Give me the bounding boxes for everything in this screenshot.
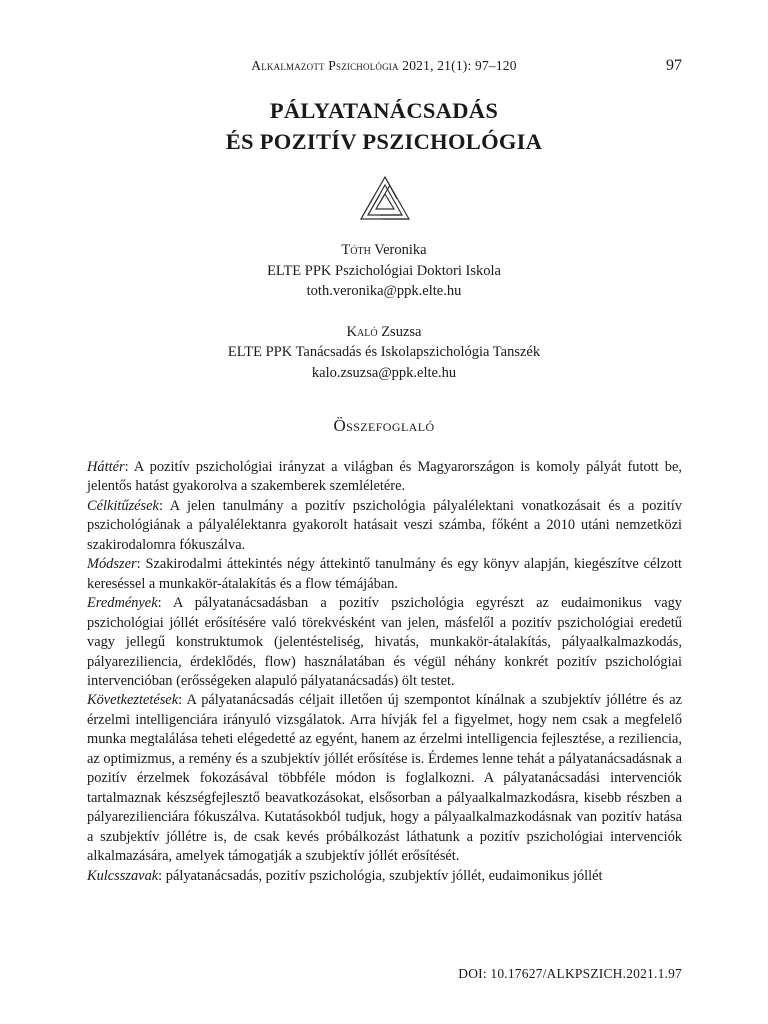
abstract-section [87,867,682,886]
section-text: : Szakirodalmi áttekintés négy áttekintő tanulmány és egy könyv alapján, kiegészítve célzott kereséssel a munkakör-átalakítás és a flow témájában. [87,556,682,592]
abstract-section [87,458,682,497]
author-affiliation: ELTE PPK Tanácsadás és Iskolapszichológia Tanszék [227,344,541,360]
title-line-1: PÁLYATANÁCSADÁS [269,98,499,123]
section-text: : A pályatanácsadás céljait illetően új szempontot kínálnak a szubjektív jóllétre és az érzelmi intelligenciára irányuló vizsgálatok. Arra hívják fel a figyelmet, hogy nem csak a megfelelő munka megtalálása teheti elégedetté az egyént, hanem az érzelmi intelligencia fejlesztése, a reziliencia, az optimizmus, a remény és a szubjektív jóllét erősítése is. Érdemes lenne tehát a pályatanácsadásnak a pozitív érzelmek fokozásával többféle módon is foglalkozni. A pályatanácsadási intervenciók tartalmaznak készségfejlesztő beavatkozásokat, elsősorban a pályaalkalmazkodásra, kisebb részben a pályarezilienciára fókuszálva. Kutatásokból tudjuk, hogy a pályaalkalmazkodásnak van pozitív hatása a szubjektív jóllétre is, de csak kevés próbálkozást láthatunk a pozitív pszichológiai intervenciók alkalmazására, amelyek támogatják a szubjektív jóllét erősítését. [87,692,682,865]
section-label: Célkitűzések [87,497,159,514]
author-given-name: Zsuzsa [377,323,422,340]
doi-link[interactable]: DOI: 10.17627/ALKPSZICH.2021.1.97 [458,966,682,981]
author-name [0,322,768,343]
section-text: : A jelen tanulmány a pozitív pszichológia pályalélektani vonatkozásait és a pozitív pszichológiának a pályalélektanra gyakorolt hatásait veszi számba, főként a 2010 utáni nemzetközi szakirodalomra fókuszálva. [87,497,682,553]
section-label: Háttér [87,459,125,475]
title-line-2: ÉS POZITÍV PSZICHOLÓGIA [225,129,543,154]
section-label: Módszer [87,556,137,573]
abstract-heading: Összefoglaló [333,416,435,435]
abstract-body [87,458,682,886]
author-surname: Tóth [341,242,371,258]
paper-title [0,95,768,157]
author-affiliation: ELTE PPK Pszichológiai Doktori Iskola [267,262,501,279]
section-text: : pályatanácsadás, pozitív pszichológia, szubjektív jóllét, eudaimonikus jóllét [158,867,603,884]
author-block [0,322,768,384]
abstract-section [87,497,682,555]
author-surname: Kaló [346,323,378,340]
journal-name: Alkalmazott Pszichológia [251,58,399,73]
journal-details: 2021, 21(1): 97–120 [398,58,517,73]
author-given-name: Veronika [370,242,427,258]
author-block [0,240,768,302]
abstract-section [87,555,682,594]
running-head [0,58,768,74]
author-email[interactable]: kalo.zsuzsa@ppk.elte.hu [311,364,457,381]
section-label: Kulcsszavak [87,867,159,884]
section-label: Következtetések [87,692,179,709]
author-name [0,240,768,261]
page-number: 97 [666,57,682,74]
abstract-section [87,691,682,866]
section-text: : A pozitív pszichológiai irányzat a világban és Magyarországon is komoly pályát futott be, jelentős hatást gyakorolva a szakemberek szemléletére. [87,459,682,495]
section-text: : A pályatanácsadásban a pozitív pszichológia egyrészt az eudaimonikus vagy pszichológiai jóllét erősítésére való törekvésként van jelen, másfelől a pozitív pszichológiai eredetű vagy jellegű konstruktumok (jelentésteliség, hivatás, munkakör-átalakítás, pályaalkalmazkodás, pályareziliencia, érdeklődés, flow) használatában és végül néhány konkrét pozitív pszichológiai intervencióban (erősségeken alapuló pályatanácsadás) ölt testet. [87,595,682,689]
abstract-section [87,594,682,691]
section-label: Eredmények [87,595,158,612]
author-email[interactable]: toth.veronika@ppk.elte.hu [306,283,462,299]
author-list [0,240,768,403]
penrose-triangle-logo [359,175,411,223]
